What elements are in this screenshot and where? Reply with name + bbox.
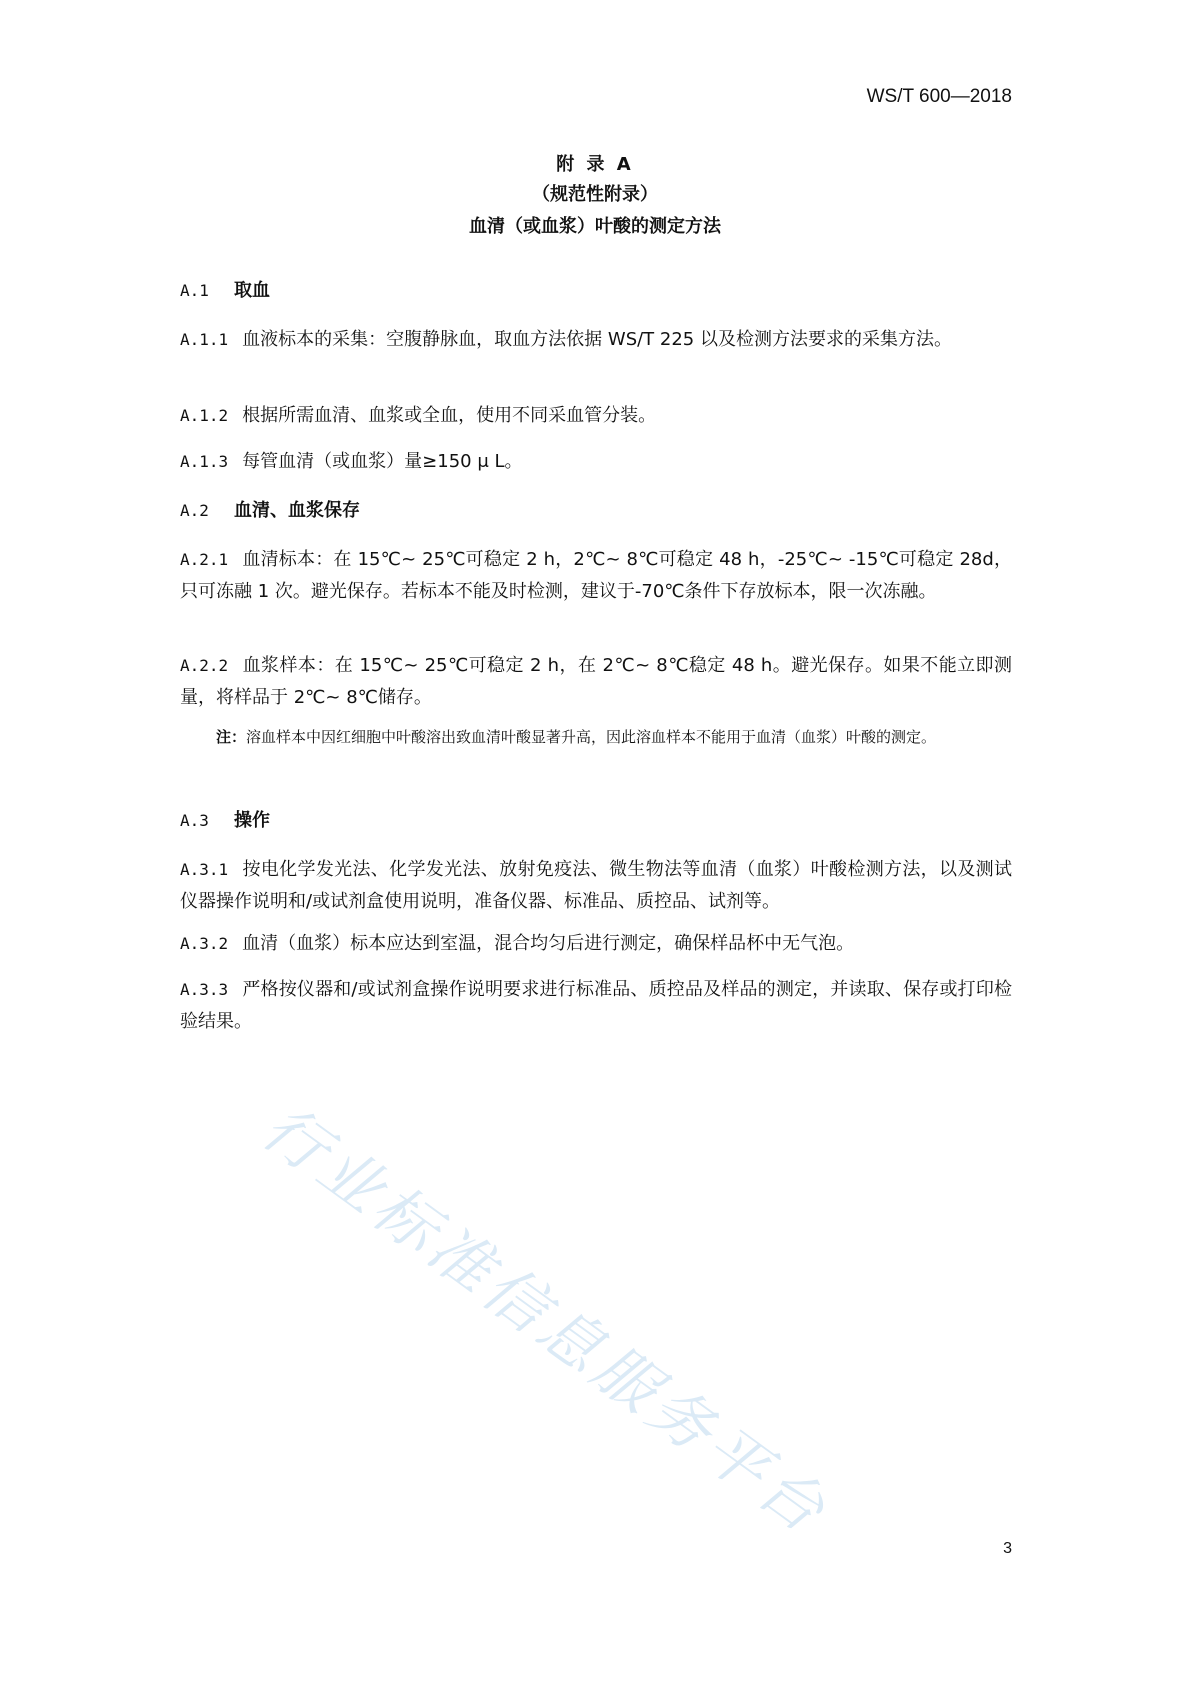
clause-text: 血清标本：在 15℃~ 25℃可稳定 2 h，2℃~ 8℃可稳定 48 h，-25℃~ -15℃可稳定 28d，只可冻融 1 次。避光保存。若标本不能及时检测，建议于-70℃条件下存放标本，限一次冻融。 xyxy=(180,549,1012,602)
paragraph-a2-1 xyxy=(180,544,1012,608)
clause-text: 血液标本的采集：空腹静脉血，取血方法依据 WS/T 225 以及检测方法要求的采集方法。 xyxy=(242,329,952,350)
paragraph-a1-1 xyxy=(180,324,1012,356)
note-label: 注： xyxy=(216,728,247,746)
paragraph-a1-3 xyxy=(180,446,1012,478)
clause-number: A.3.2 xyxy=(180,934,229,953)
note-text: 溶血样本中因红细胞中叶酸溶出致血清叶酸显著升高，因此溶血样本不能用于血清（血浆）叶酸的测定。 xyxy=(246,728,937,746)
clause-text: 血清（血浆）标本应达到室温，混合均匀后进行测定，确保样品杯中无气泡。 xyxy=(242,933,855,954)
clause-number: A.2.2 xyxy=(180,656,229,675)
clause-number: A.3.1 xyxy=(180,860,229,879)
clause-text: 按电化学发光法、化学发光法、放射免疫法、微生物法等血清（血浆）叶酸检测方法，以及测试仪器操作说明和/或试剂盒使用说明，准备仪器、标准品、质控品、试剂等。 xyxy=(180,859,1012,912)
section-heading-a2 xyxy=(180,496,360,522)
paragraph-a1-2 xyxy=(180,400,1012,432)
paragraph-a3-2 xyxy=(180,928,1012,960)
clause-number: A.3.3 xyxy=(180,980,229,999)
clause-text: 血浆样本：在 15℃~ 25℃可稳定 2 h，在 2℃~ 8℃稳定 48 h。避光保存。如果不能立即测量，将样品于 2℃~ 8℃储存。 xyxy=(180,655,1012,708)
clause-text: 严格按仪器和/或试剂盒操作说明要求进行标准品、质控品及样品的测定，并读取、保存或打印检验结果。 xyxy=(180,979,1012,1032)
section-title: 取血 xyxy=(234,280,270,301)
standard-code: WS/T 600—2018 xyxy=(866,86,1012,107)
appendix-label: 附 录 A xyxy=(556,154,634,175)
section-heading-a1 xyxy=(180,276,270,302)
section-number: A.2 xyxy=(180,501,209,520)
watermark: 行业标准信息服务平台 xyxy=(249,1090,843,1550)
paragraph-a3-1 xyxy=(180,854,1012,918)
clause-text: 根据所需血清、血浆或全血，使用不同采血管分装。 xyxy=(242,405,657,426)
section-title: 操作 xyxy=(234,810,270,831)
clause-number: A.1.1 xyxy=(180,330,229,349)
clause-number: A.1.3 xyxy=(180,452,229,471)
section-title: 血清、血浆保存 xyxy=(234,500,360,521)
paragraph-a2-2 xyxy=(180,650,1012,714)
section-number: A.1 xyxy=(180,281,209,300)
note xyxy=(180,722,1012,752)
clause-number: A.1.2 xyxy=(180,406,229,425)
paragraph-a3-3 xyxy=(180,974,1012,1038)
appendix-title: 血清（或血浆）叶酸的测定方法 xyxy=(469,216,721,237)
page-number: 3 xyxy=(1003,1540,1012,1557)
clause-number: A.2.1 xyxy=(180,550,229,569)
section-heading-a3 xyxy=(180,806,270,832)
clause-text: 每管血清（或血浆）量≥150 μ L。 xyxy=(242,451,523,472)
section-number: A.3 xyxy=(180,811,209,830)
appendix-type: （规范性附录） xyxy=(532,184,658,205)
